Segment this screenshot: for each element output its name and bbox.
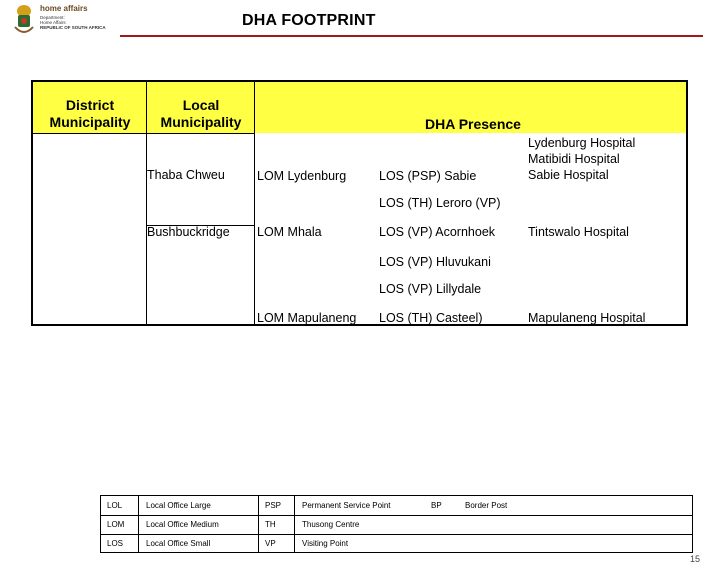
legend-meaning: Border Post <box>465 501 508 510</box>
legend-col-divider <box>294 496 295 552</box>
hospital-tintswalo: Tintswalo Hospital <box>528 225 629 239</box>
legend-meaning: Local Office Medium <box>146 520 219 529</box>
local-bushbuckridge: Bushbuckridge <box>147 225 230 239</box>
legend-row-divider <box>101 534 692 535</box>
legend-abbr: PSP <box>265 501 282 510</box>
legend-row-divider <box>101 515 692 516</box>
los-leroro: LOS (TH) Leroro (VP) <box>379 196 501 210</box>
home-affairs-logo <box>12 3 112 39</box>
legend-abbr: LOM <box>107 520 125 529</box>
header-presence: DHA Presence <box>425 116 521 132</box>
legend-abbr: TH <box>265 520 276 529</box>
hospital-mapulaneng: Mapulaneng Hospital <box>528 311 646 325</box>
page-number: 15 <box>690 554 701 564</box>
logo-line-2: Home Affairs <box>40 20 66 25</box>
los-hluvukani: LOS (VP) Hluvukani <box>379 255 491 269</box>
legend-col-divider <box>138 496 139 552</box>
coat-of-arms-icon <box>12 3 36 37</box>
legend-meaning: Visiting Point <box>302 539 349 548</box>
legend-abbr: VP <box>265 539 276 548</box>
los-lillydale: LOS (VP) Lillydale <box>379 282 482 296</box>
header-divider <box>120 35 703 37</box>
legend-meaning: Local Office Large <box>146 501 211 510</box>
lom-mhala: LOM Mhala <box>257 225 322 239</box>
logo-line-1: Department: <box>40 15 65 20</box>
los-casteel: LOS (TH) Casteel) <box>379 311 483 325</box>
local-thaba-chweu: Thaba Chweu <box>147 168 225 182</box>
lom-mapulaneng: LOM Mapulaneng <box>257 311 357 325</box>
hospital-sabie: Sabie Hospital <box>528 168 609 182</box>
los-acornhoek: LOS (VP) Acornhoek <box>379 225 496 239</box>
logo-brand: home affairs <box>40 4 88 13</box>
logo-line-3: REPUBLIC OF SOUTH AFRICA <box>40 25 106 30</box>
hospital-matibidi: Matibidi Hospital <box>528 152 620 166</box>
legend-abbr: LOL <box>107 501 123 510</box>
abbreviation-legend <box>100 495 693 553</box>
legend-meaning: Permanent Service Point <box>302 501 391 510</box>
legend-meaning: Local Office Small <box>146 539 211 548</box>
lom-lydenburg: LOM Lydenburg <box>257 169 347 183</box>
header-divider-line <box>33 133 255 134</box>
legend-meaning: Thusong Centre <box>302 520 360 529</box>
legend-abbr: LOS <box>107 539 124 548</box>
header-district: District Municipality <box>49 97 131 130</box>
page-title: DHA FOOTPRINT <box>242 12 376 29</box>
hospital-lydenburg: Lydenburg Hospital <box>528 136 636 150</box>
legend-col-divider <box>258 496 259 552</box>
header-local: Local Municipality <box>160 97 242 130</box>
footprint-table <box>31 80 688 326</box>
los-sabie: LOS (PSP) Sabie <box>379 169 477 183</box>
legend-abbr: BP <box>431 501 442 510</box>
